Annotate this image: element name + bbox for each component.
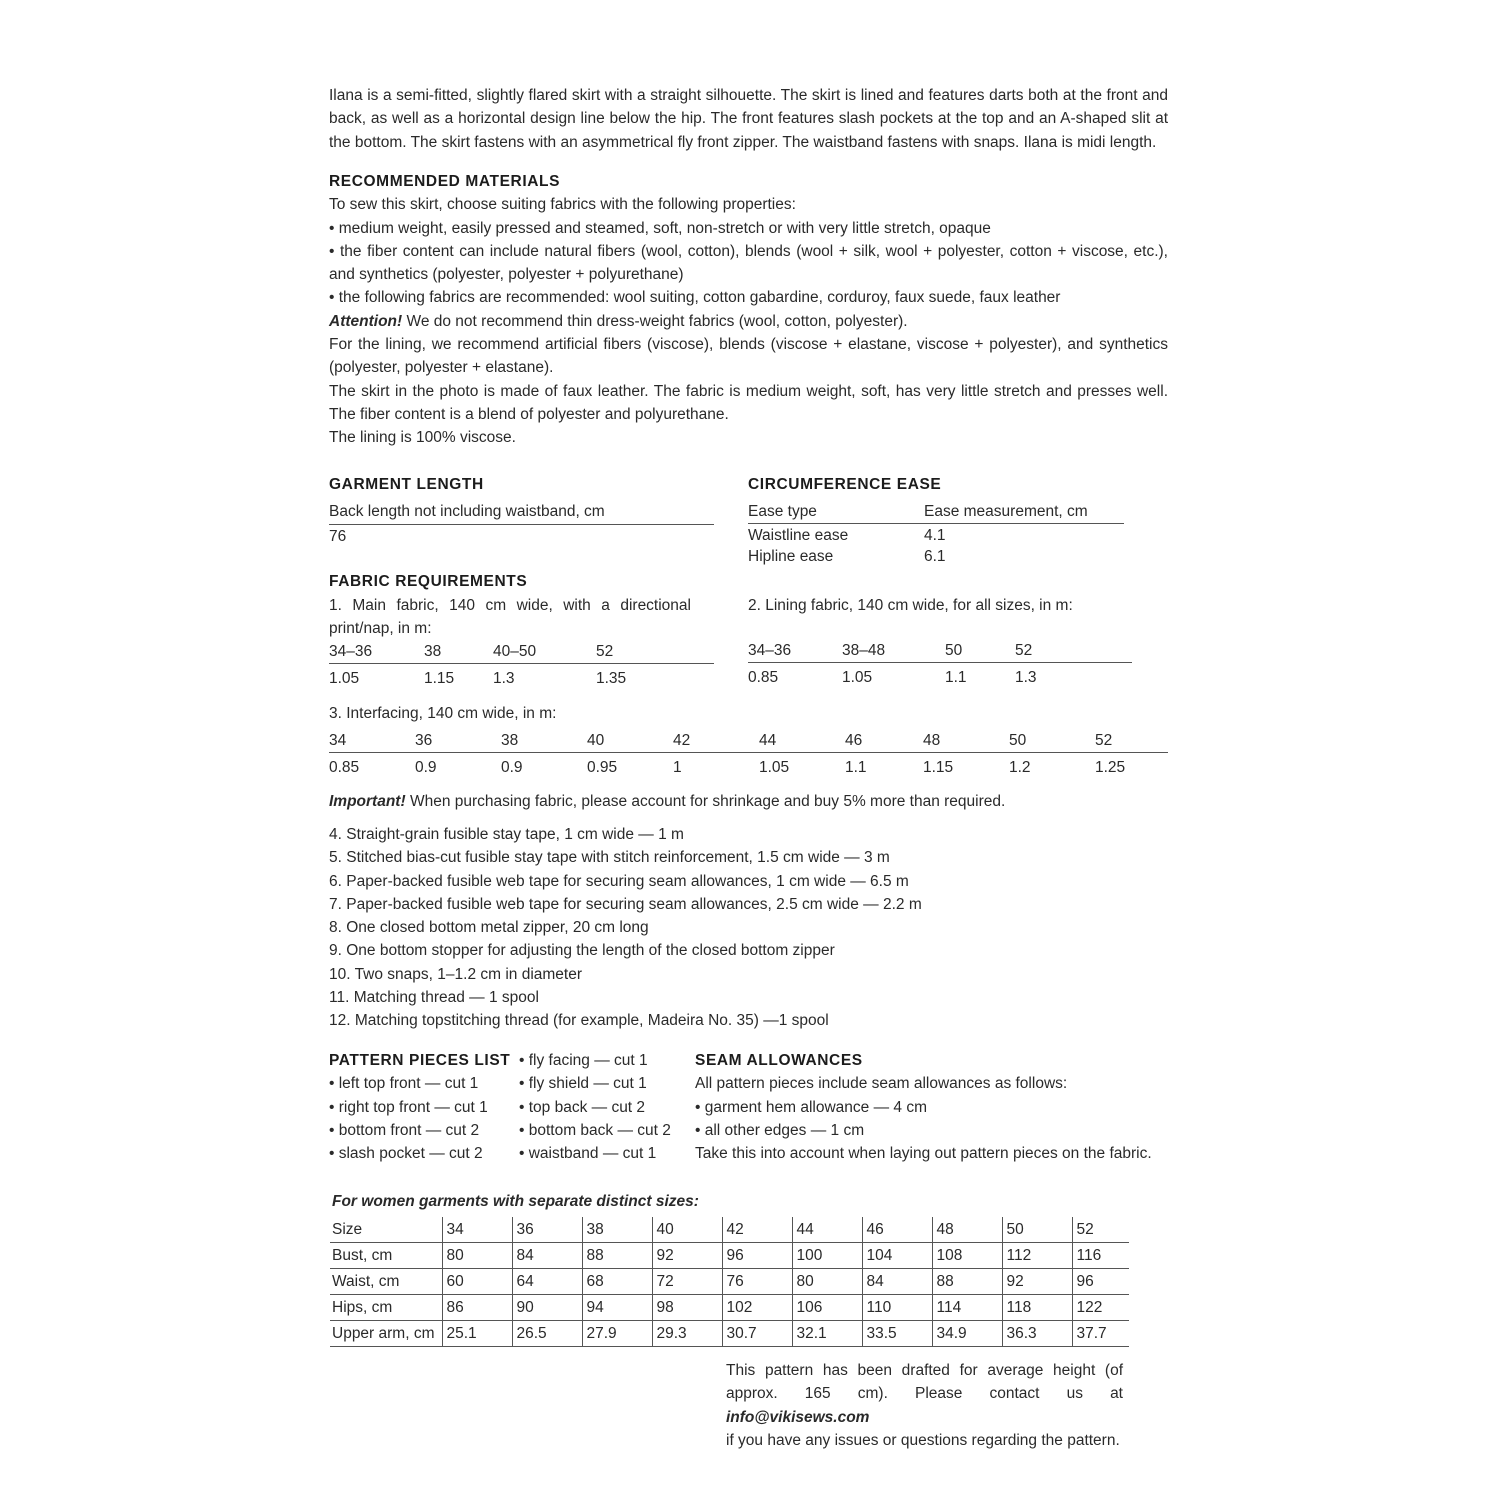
ease-value: 4.1 [924, 527, 946, 545]
seam-line: • garment hem allowance — 4 cm [695, 1098, 927, 1116]
size-chart-cell: 118 [1002, 1295, 1072, 1321]
size-cell: 52 [1095, 732, 1113, 750]
main-fabric-values [329, 667, 714, 690]
size-cell: 48 [923, 732, 941, 750]
size-cell: 38–48 [842, 642, 886, 660]
size-chart-cell: 96 [1072, 1269, 1129, 1295]
size-chart-row [330, 1269, 1129, 1295]
size-chart-cell: 25.1 [442, 1321, 512, 1347]
size-chart-cell: 84 [862, 1269, 932, 1295]
size-chart-cell: 92 [652, 1243, 722, 1269]
size-chart-cell: 27.9 [582, 1321, 652, 1347]
pattern-pieces-heading: PATTERN PIECES LIST [329, 1052, 511, 1069]
notion-item: 5. Stitched bias-cut fusible stay tape with stitch reinforcement, 1.5 cm wide — 3 m [329, 849, 890, 867]
size-chart-cell: 26.5 [512, 1321, 582, 1347]
important-label: Important! [329, 793, 406, 810]
piece-item: • bottom back — cut 2 [519, 1121, 671, 1139]
notion-item: 7. Paper-backed fusible web tape for securing seam allowances, 2.5 cm wide — 2.2 m [329, 895, 922, 913]
size-chart-cell: 102 [722, 1295, 792, 1321]
value-cell: 1 [673, 759, 682, 777]
lining-fabric-sizes [748, 639, 1132, 663]
value-cell: 1.05 [842, 669, 873, 687]
attention-text: We do not recommend thin dress-weight fabrics (wool, cotton, polyester). [402, 312, 908, 330]
size-chart-cell: 34.9 [932, 1321, 1002, 1347]
notion-item: 4. Straight-grain fusible stay tape, 1 cm wide — 1 m [329, 826, 684, 843]
interfacing-sizes [329, 729, 1168, 753]
size-chart-cell: 52 [1072, 1217, 1129, 1243]
size-chart-cell: 60 [442, 1269, 512, 1295]
value-cell: 1.15 [424, 669, 455, 687]
ease-type: Waistline ease [748, 527, 849, 545]
notion-item: 6. Paper-backed fusible web tape for securing seam allowances, 1 cm wide — 6.5 m [329, 872, 909, 890]
size-chart-cell: 106 [792, 1295, 862, 1321]
size-chart-cell: 84 [512, 1243, 582, 1269]
size-cell: 40–50 [493, 642, 537, 660]
size-chart-cell: 36 [512, 1217, 582, 1243]
size-cell: 34–36 [748, 642, 792, 660]
size-chart-cell: 44 [792, 1217, 862, 1243]
size-cell: 42 [673, 732, 691, 750]
value-cell: 0.9 [501, 759, 523, 777]
size-cell: 38 [424, 642, 442, 660]
size-chart-row-label: Waist, cm [330, 1269, 442, 1295]
piece-item: • fly shield — cut 1 [519, 1075, 647, 1093]
lining-content: The lining is 100% viscose. [329, 429, 516, 447]
size-cell: 34 [329, 732, 347, 750]
attention-note [329, 310, 1168, 333]
main-fabric-sizes [329, 640, 714, 664]
value-cell: 1.1 [845, 759, 867, 777]
size-cell: 44 [759, 732, 777, 750]
fabric-heading: FABRIC REQUIREMENTS [329, 573, 528, 590]
materials-line: • medium weight, easily pressed and steamed, soft, non-stretch or with very little stretch, opaque [329, 219, 991, 237]
notions-list [329, 823, 1168, 1033]
interfacing-values [329, 756, 1168, 779]
size-chart-cell: 88 [932, 1269, 1002, 1295]
ease-section [748, 473, 1124, 566]
size-chart-cell: 64 [512, 1269, 582, 1295]
size-chart-row [330, 1321, 1129, 1347]
size-chart-cell: 80 [792, 1269, 862, 1295]
size-chart-cell: 116 [1072, 1243, 1129, 1269]
photo-fabric-note: The skirt in the photo is made of faux leather. The fabric is medium weight, soft, has very little stretch and presses well. The fiber content is a blend of polyester and polyurethane. [329, 382, 1168, 423]
size-chart-cell: 88 [582, 1243, 652, 1269]
seam-line: All pattern pieces include seam allowances as follows: [695, 1075, 1068, 1093]
size-chart-cell: 122 [1072, 1295, 1129, 1321]
value-cell: 0.9 [415, 759, 437, 777]
size-chart-cell: 40 [652, 1217, 722, 1243]
size-chart-cell: 114 [932, 1295, 1002, 1321]
value-cell: 1.2 [1009, 759, 1031, 777]
size-chart-row-label: Size [330, 1217, 442, 1243]
size-chart-table [330, 1217, 1129, 1347]
size-chart-cell: 29.3 [652, 1321, 722, 1347]
piece-item: • right top front — cut 1 [329, 1098, 488, 1116]
attention-label: Attention! [329, 312, 403, 330]
main-fabric-block [329, 594, 714, 690]
size-chart-cell: 104 [862, 1243, 932, 1269]
seam-allowances-section [695, 1049, 1152, 1165]
piece-item: • fly facing — cut 1 [519, 1052, 648, 1069]
notion-item: 9. One bottom stopper for adjusting the length of the closed bottom zipper [329, 942, 835, 960]
size-cell: 38 [501, 732, 519, 750]
piece-item: • top back — cut 2 [519, 1098, 646, 1116]
piece-item: • bottom front — cut 2 [329, 1121, 480, 1139]
size-cell: 50 [1009, 732, 1027, 750]
intro-paragraph: Ilana is a semi-fitted, slightly flared skirt with a straight silhouette. The skirt is lined and features darts both at the front and back, as well as a horizontal design line below the hip. The front features slash pockets at the top and an A-shaped slit at the bottom. The skirt fastens with an asymmetrical fly front zipper. The waistband fastens with snaps. Ilana is midi length. [329, 87, 1168, 151]
lining-fabric-values [748, 666, 1132, 689]
seam-line: • all other edges — 1 cm [695, 1121, 865, 1139]
materials-line: To sew this skirt, choose suiting fabrics with the following properties: [329, 196, 796, 214]
size-cell: 46 [845, 732, 863, 750]
size-chart-cell: 34 [442, 1217, 512, 1243]
piece-item: • slash pocket — cut 2 [329, 1145, 483, 1163]
ease-header-row [748, 500, 1124, 524]
size-chart-cell: 76 [722, 1269, 792, 1295]
lining-fabric-block [748, 594, 1132, 689]
lining-recommendation: For the lining, we recommend artificial fibers (viscose), blends (viscose + elastane, viscose + polyester), and synthetics (polyester, polyester + elastane). [329, 336, 1168, 377]
size-chart-cell: 80 [442, 1243, 512, 1269]
ease-row [748, 545, 1124, 566]
size-chart-cell: 48 [932, 1217, 1002, 1243]
important-text: When purchasing fabric, please account for shrinkage and buy 5% more than required. [405, 793, 1006, 810]
interfacing-label: 3. Interfacing, 140 cm wide, in m: [329, 705, 557, 722]
ease-type: Hipline ease [748, 548, 834, 566]
ease-row [748, 524, 1124, 545]
footer-text-2: if you have any issues or questions regarding the pattern. [726, 1431, 1120, 1449]
garment-length-value: 76 [329, 527, 347, 545]
value-cell: 1.1 [945, 669, 967, 687]
value-cell: 1.3 [1015, 669, 1037, 687]
size-chart-cell: 37.7 [1072, 1321, 1129, 1347]
size-chart-cell: 90 [512, 1295, 582, 1321]
important-note [329, 790, 1168, 813]
size-chart-cell: 68 [582, 1269, 652, 1295]
size-chart-cell: 50 [1002, 1217, 1072, 1243]
size-chart-cell: 30.7 [722, 1321, 792, 1347]
size-chart-cell: 94 [582, 1295, 652, 1321]
size-chart-cell: 112 [1002, 1243, 1072, 1269]
footer-note [726, 1359, 1123, 1452]
ease-heading: CIRCUMFERENCE EASE [748, 476, 942, 493]
size-chart-cell: 86 [442, 1295, 512, 1321]
value-cell: 0.85 [748, 669, 779, 687]
size-cell: 36 [415, 732, 433, 750]
footer-text: This pattern has been drafted for average height (of approx. 165 cm). Please contact us at [726, 1362, 1123, 1403]
size-chart-cell: 96 [722, 1243, 792, 1269]
size-chart-cell: 92 [1002, 1269, 1072, 1295]
notion-item: 8. One closed bottom metal zipper, 20 cm long [329, 919, 649, 937]
value-cell: 0.85 [329, 759, 360, 777]
main-fabric-label: 1. Main fabric, 140 cm wide, with a directional print/nap, in m: [329, 597, 691, 638]
ease-col-type: Ease type [748, 503, 817, 521]
value-cell: 1.25 [1095, 759, 1126, 777]
ease-value: 6.1 [924, 548, 946, 566]
size-chart-title: For women garments with separate distinct sizes: [332, 1193, 699, 1210]
interfacing-block [329, 702, 1168, 779]
seam-line: Take this into account when laying out pattern pieces on the fabric. [695, 1145, 1152, 1163]
pattern-pieces-col2 [519, 1049, 671, 1165]
size-cell: 40 [587, 732, 605, 750]
value-cell: 0.95 [587, 759, 618, 777]
size-chart-cell: 38 [582, 1217, 652, 1243]
notion-item: 11. Matching thread — 1 spool [329, 989, 539, 1007]
size-chart-cell: 72 [652, 1269, 722, 1295]
notion-item: 10. Two snaps, 1–1.2 cm in diameter [329, 965, 583, 983]
piece-item: • waistband — cut 1 [519, 1145, 657, 1163]
garment-length-heading: GARMENT LENGTH [329, 476, 484, 493]
value-cell: 1.05 [759, 759, 790, 777]
size-chart-row-label: Upper arm, cm [330, 1321, 442, 1347]
pattern-pieces-col1 [329, 1049, 510, 1165]
value-cell: 1.3 [493, 669, 515, 687]
size-chart-cell: 33.5 [862, 1321, 932, 1347]
size-chart-row-label: Hips, cm [330, 1295, 442, 1321]
contact-email-link[interactable]: info@vikisews.com [726, 1408, 870, 1426]
seam-allowances-heading: SEAM ALLOWANCES [695, 1052, 863, 1069]
size-cell: 50 [945, 642, 963, 660]
value-cell: 1.35 [596, 669, 627, 687]
garment-length-column: Back length not including waistband, cm [329, 500, 714, 524]
size-chart-cell: 108 [932, 1243, 1002, 1269]
size-chart-cell: 36.3 [1002, 1321, 1072, 1347]
materials-line: • the following fabrics are recommended: wool suiting, cotton gabardine, corduroy, faux suede, faux leather [329, 289, 1061, 307]
size-cell: 52 [596, 642, 614, 660]
piece-item: • left top front — cut 1 [329, 1075, 479, 1093]
size-chart-row [330, 1217, 1129, 1243]
size-chart-cell: 46 [862, 1217, 932, 1243]
materials-line: • the fiber content can include natural fibers (wool, cotton), blends (wool + silk, wool + polyester, cotton + viscose, etc.), and synthetics (polyester, polyester + polyurethane) [329, 242, 1168, 284]
size-cell: 34–36 [329, 642, 373, 660]
materials-heading: RECOMMENDED MATERIALS [329, 173, 561, 190]
size-cell: 52 [1015, 642, 1033, 660]
value-cell: 1.15 [923, 759, 954, 777]
size-chart-cell: 98 [652, 1295, 722, 1321]
size-chart-cell: 110 [862, 1295, 932, 1321]
size-chart-cell: 100 [792, 1243, 862, 1269]
size-chart-cell: 32.1 [792, 1321, 862, 1347]
size-chart-row [330, 1295, 1129, 1321]
value-cell: 1.05 [329, 669, 360, 687]
lining-fabric-label: 2. Lining fabric, 140 cm wide, for all sizes, in m: [748, 597, 1073, 614]
size-chart-row-label: Bust, cm [330, 1243, 442, 1269]
size-chart-row [330, 1243, 1129, 1269]
ease-col-measurement: Ease measurement, cm [924, 503, 1088, 521]
materials-section [329, 170, 1168, 450]
notion-item: 12. Matching topstitching thread (for example, Madeira No. 35) —1 spool [329, 1012, 829, 1030]
size-chart-cell: 42 [722, 1217, 792, 1243]
garment-length-section [329, 473, 714, 548]
